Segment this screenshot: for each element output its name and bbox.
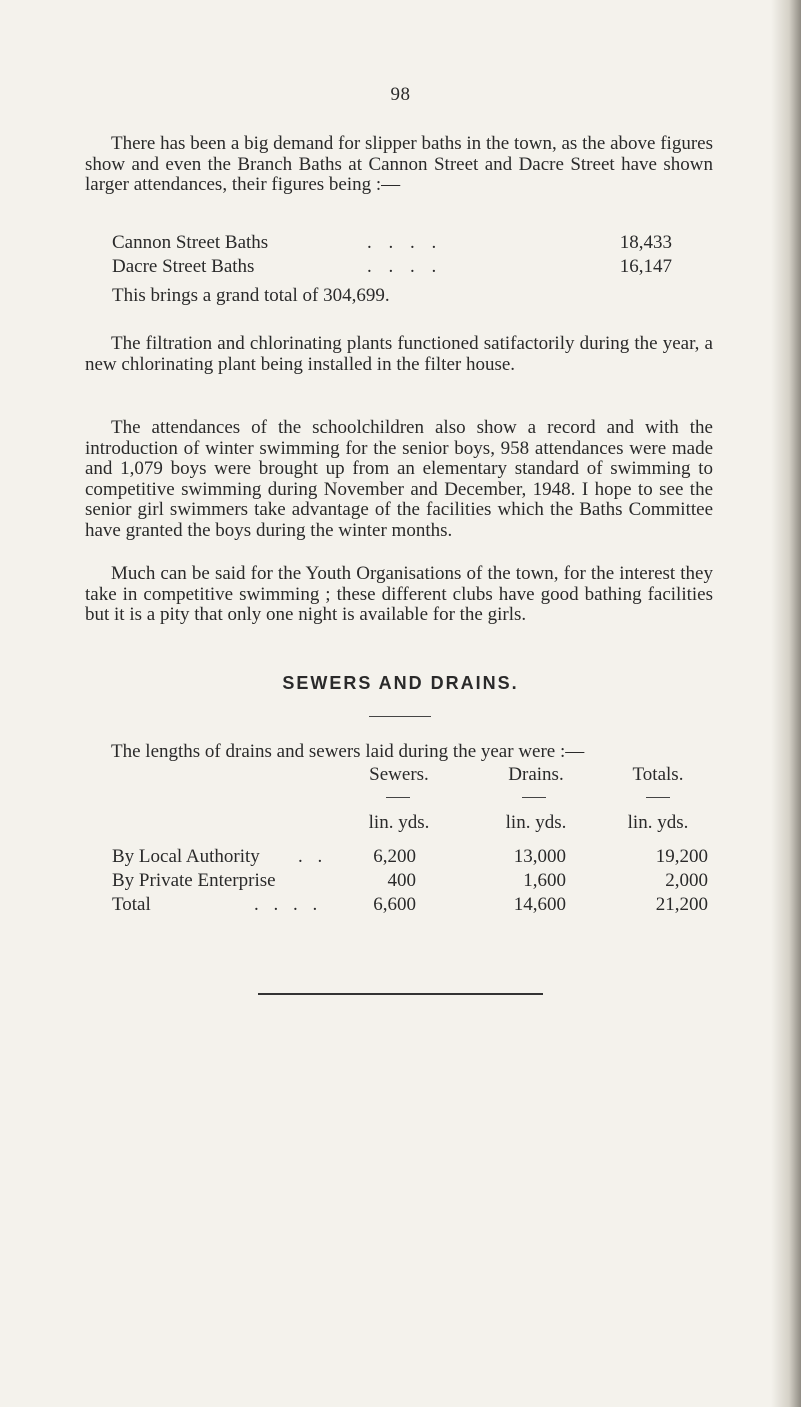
closing-rule [258, 993, 543, 995]
unit-label: lin. yds. [505, 812, 567, 833]
paragraph-schoolchildren: The attendances of the schoolchildren also show a record and with the introduction of winter swimming for the senior boys, 958 attendances were made and 1,079 boys were brought up from an elementary standard of swimming to competitive swimming during November and December, 1948. I hope to see the senior girl swimmers take advantage of the facilities which the Baths Committee have granted the boys during the winter months. [85, 417, 713, 541]
table-cell: 19,200 [655, 846, 708, 867]
column-header-sewers: Sewers. [369, 764, 429, 785]
unit-label: lin. yds. [368, 812, 430, 833]
section-heading: SEWERS AND DRAINS. [282, 673, 519, 693]
table-row-label: Total [112, 894, 151, 915]
table-cell: 21,200 [655, 894, 708, 915]
bath-name: Cannon Street Baths [112, 232, 269, 253]
column-rule [646, 797, 670, 798]
leader-dots: . . . . [254, 894, 323, 915]
column-header-totals: Totals. [632, 764, 684, 785]
paragraph-filtration: The filtration and chlorinating plants functioned satifactorily during the year, a new chlorinating plant being installed in the filter house. [85, 333, 713, 375]
leader-dots: . . . . [367, 232, 443, 253]
page-edge-shadow [771, 0, 801, 1407]
table-cell: 13,000 [513, 846, 566, 867]
table-cell: 2,000 [665, 870, 708, 891]
unit-label: lin. yds. [627, 812, 689, 833]
paragraph-intro: The lengths of drains and sewers laid during the year were :— [111, 741, 585, 762]
page-number: 98 [390, 84, 411, 105]
heading-underline [369, 716, 431, 717]
bath-attendance: 16,147 [619, 256, 672, 277]
table-cell: 6,600 [373, 894, 416, 915]
column-rule [522, 797, 546, 798]
paragraph-grand-total: This brings a grand total of 304,699. [112, 285, 390, 306]
table-cell: 400 [387, 870, 416, 891]
bath-attendance: 18,433 [619, 232, 672, 253]
paragraph-slipper-baths: There has been a big demand for slipper baths in the town, as the above figures show and even the Branch Baths at Cannon Street and Dacre Street have shown larger attendances, their figures being :— [85, 133, 713, 196]
table-row-label: By Local Authority [112, 846, 260, 867]
leader-dots: . . [298, 846, 328, 867]
table-cell: 1,600 [523, 870, 566, 891]
table-row-label: By Private Enterprise [112, 870, 276, 891]
leader-dots: . . . . [367, 256, 443, 277]
table-cell: 14,600 [513, 894, 566, 915]
table-cell: 6,200 [373, 846, 416, 867]
bath-name: Dacre Street Baths [112, 256, 255, 277]
column-header-drains: Drains. [508, 764, 564, 785]
paragraph-youth-organisations: Much can be said for the Youth Organisations of the town, for the interest they take in competitive swimming ; these different clubs have good bathing facilities but it is a pity that only one night is available for the girls. [85, 563, 713, 626]
column-rule [386, 797, 410, 798]
